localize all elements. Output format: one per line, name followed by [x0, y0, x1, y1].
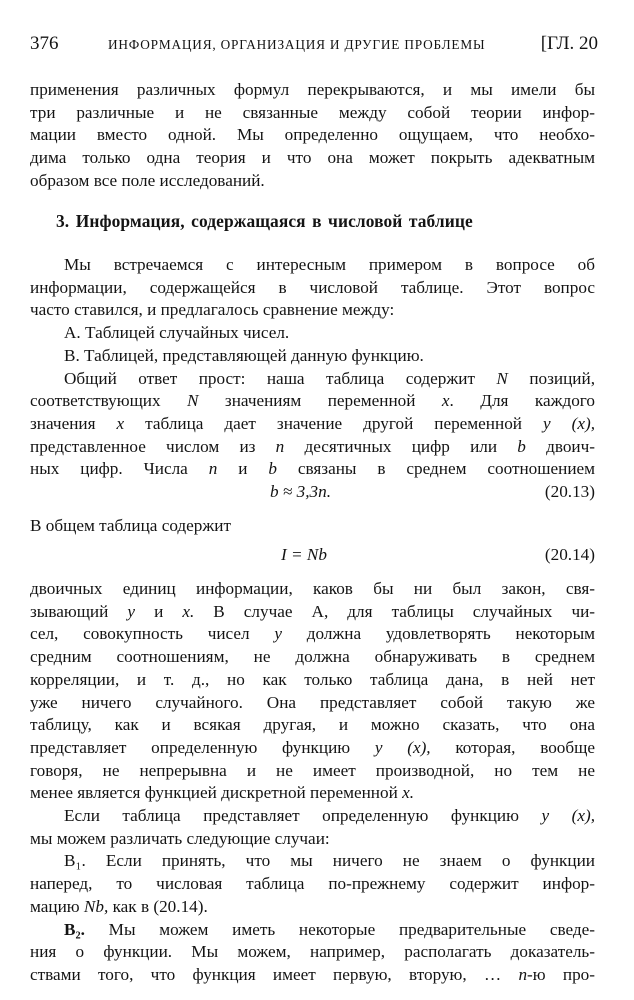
section-heading: 3. Информация, содержащаяся в числовой таблице	[56, 211, 473, 231]
text-line: говоря, не непрерывна и не имеет производной, но тем не	[30, 760, 595, 780]
text-line: представленное числом из n десятичных цифр или b двоич-	[30, 436, 595, 456]
text-line: В общем таблица содержит	[30, 516, 231, 535]
text-line: Общий ответ прост: наша таблица содержит N позиций,	[64, 368, 595, 388]
text-line: мы можем различать следующие случаи:	[30, 828, 330, 848]
intro-paragraph	[30, 79, 595, 193]
text-line: значения x таблица дает значение другой переменной y (x),	[30, 413, 595, 433]
equation-formula: I = Nb	[281, 545, 327, 564]
text-line: мации вместо одной. Мы определенно ощущаем, что необхо-	[30, 125, 595, 145]
text-line: образом все поле исследований.	[30, 170, 265, 190]
text-line: средним соотношениям, не должна обнаруживать в среднем	[30, 647, 595, 667]
text-line: зывающий y и x. В случае А, для таблицы случайных чи-	[30, 601, 596, 621]
text-line: три различные и не связанные между собой теории инфор-	[30, 102, 595, 122]
text-line: информации, содержащейся в числовой таблице. Этот вопрос	[30, 277, 595, 297]
text-line: дима только одна теория и что она может покрыть адекватным	[30, 148, 595, 168]
text-line: ния о функции. Мы можем, например, располагать доказатель-	[30, 942, 595, 962]
equation-number: (20.14)	[544, 545, 595, 564]
text-line: сел, совокупность чисел y должна удовлетворять некоторым	[30, 624, 596, 644]
text-line: двоичных единиц информации, каков бы ни был закон, свя-	[30, 579, 595, 598]
equation-number: (20.13)	[544, 482, 595, 501]
text-line: часто ставился, и предлагалось сравнение между:	[30, 300, 395, 320]
text-line: Если таблица представляет определенную функцию y (x),	[64, 806, 595, 826]
case-label-b1: B₁.	[64, 851, 86, 871]
page-number: 376	[30, 33, 59, 54]
text-line: наперед, то числовая таблица по-прежнему содержит инфор-	[30, 874, 595, 894]
text-line: B₁. Если принять, что мы ничего не знаем о функции	[64, 851, 595, 871]
text-line: представляет определенную функцию y (x), которая, вообще	[30, 737, 595, 757]
paragraph-random-table	[30, 578, 595, 987]
text-line: мацию Nb, как в (20.14).	[30, 896, 208, 916]
case-label-b2: B₂.	[64, 919, 85, 939]
list-item-a: А. Таблицей случайных чисел.	[64, 323, 290, 343]
equation-20-13	[30, 480, 595, 504]
text-line: B₂. Мы можем иметь некоторые предварительные сведе-	[64, 919, 596, 939]
chapter-label: [ГЛ. 20	[540, 33, 598, 54]
running-title: ИНФОРМАЦИЯ, ОРГАНИЗАЦИЯ И ДРУГИЕ ПРОБЛЕМЫ	[108, 37, 486, 52]
text-line: таблицу, как и всякая другая, и можно сказать, что она	[30, 715, 595, 735]
paragraph-table-question	[30, 254, 595, 481]
equation-20-14	[30, 543, 595, 567]
text-line: соответствующих N значениям переменной x. Для каждого	[30, 391, 596, 411]
text-line: ствами того, что функция имеет первую, вторую, … n-ю про-	[30, 964, 596, 984]
text-line: корреляции, и т. д., но как только таблица дана, в ней нет	[30, 669, 595, 689]
running-header	[30, 33, 598, 55]
list-item-b: В. Таблицей, представляющей данную функцию.	[64, 345, 424, 365]
equation-formula: b ≈ 3,3n.	[270, 482, 331, 501]
text-line: менее является функцией дискретной переменной x.	[30, 783, 415, 803]
text-line: Мы встречаемся с интересным примером в вопросе об	[64, 255, 595, 274]
intro-eq2-line	[30, 515, 595, 538]
text-line: уже ничего случайного. Она представляет собой такую же	[30, 692, 595, 712]
text-line: применения различных формул перекрываются, и мы имели бы	[30, 80, 595, 99]
text-line: ных цифр. Числа n и b связаны в среднем соотношением	[30, 459, 596, 479]
